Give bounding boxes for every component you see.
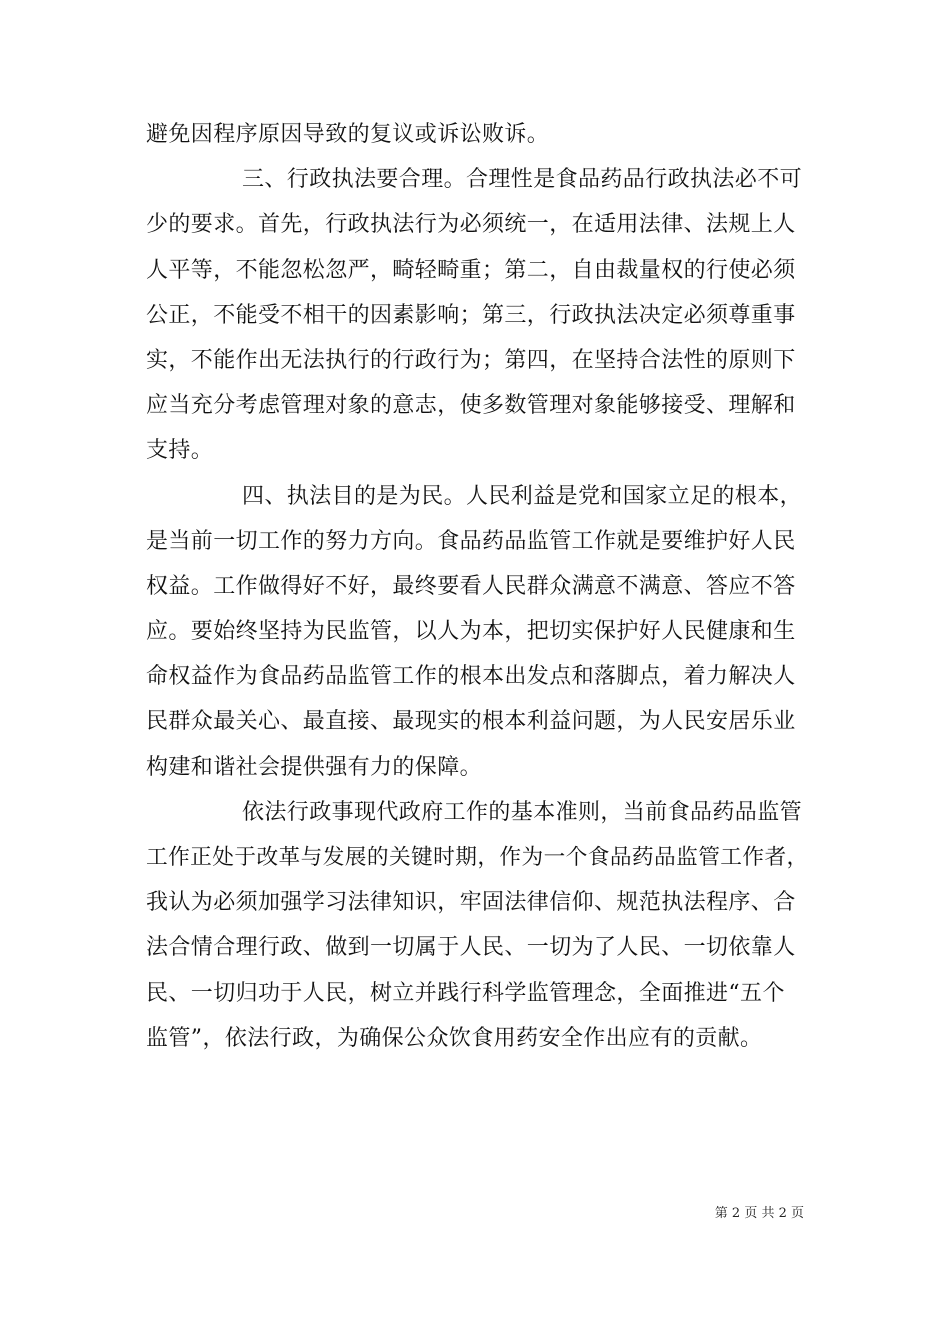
text-line: 人平等，不能忽松忽严，畸轻畸重；第二，自由裁量权的行使必须: [146, 257, 796, 283]
text-line: 公正，不能受不相干的因素影响；第三，行政执法决定必须尊重事: [146, 302, 796, 328]
text-line: 支持。: [146, 438, 214, 464]
document-body: [146, 112, 812, 1061]
text-line: 民、一切归功于人民，树立并践行科学监管理念，全面推进“五个: [146, 980, 785, 1006]
text-line: 依法行政事现代政府工作的基本准则，当前食品药品监管: [242, 799, 803, 825]
text-line: 工作正处于改革与发展的关键时期，作为一个食品药品监管工作者，: [146, 845, 809, 870]
text-line: 避免因程序原因导致的复议或诉讼败诉。: [146, 122, 550, 147]
text-line: 命权益作为食品药品监管工作的根本出发点和落脚点，着力解决人: [146, 664, 796, 690]
text-line: 实，不能作出无法执行的行政行为；第四，在坚持合法性的原则下: [146, 347, 796, 373]
text-line: 应。要始终坚持为民监管，以人为本，把切实保护好人民健康和生: [146, 619, 796, 645]
text-line: 我认为必须加强学习法律知识，牢固法律信仰、规范执法程序、合: [146, 890, 796, 916]
text-line: 少的要求。首先，行政执法行为必须统一，在适用法律、法规上人: [146, 212, 796, 238]
text-line: 监管”，依法行政，为确保公众饮食用药安全作出应有的贡献。: [146, 1025, 763, 1051]
text-line: 四、执法目的是为民。人民利益是党和国家立足的根本，: [242, 483, 803, 509]
text-line: 权益。工作做得好不好，最终要看人民群众满意不满意、答应不答: [146, 573, 796, 599]
text-line: 构建和谐社会提供强有力的保障。: [146, 754, 483, 780]
text-line: 民群众最关心、最直接、最现实的根本利益问题，为人民安居乐业: [146, 709, 796, 735]
text-line: 是当前一切工作的努力方向。食品药品监管工作就是要维护好人民: [146, 528, 796, 554]
text-line: 三、行政执法要合理。合理性是食品药品行政执法必不可: [242, 167, 803, 193]
text-line: 法合情合理行政、做到一切属于人民、一切为了人民、一切依靠人: [146, 935, 796, 961]
page-number-footer: 第 2 页 共 2 页: [714, 1206, 804, 1221]
text-line: 应当充分考虑管理对象的意志，使多数管理对象能够接受、理解和: [146, 393, 796, 419]
